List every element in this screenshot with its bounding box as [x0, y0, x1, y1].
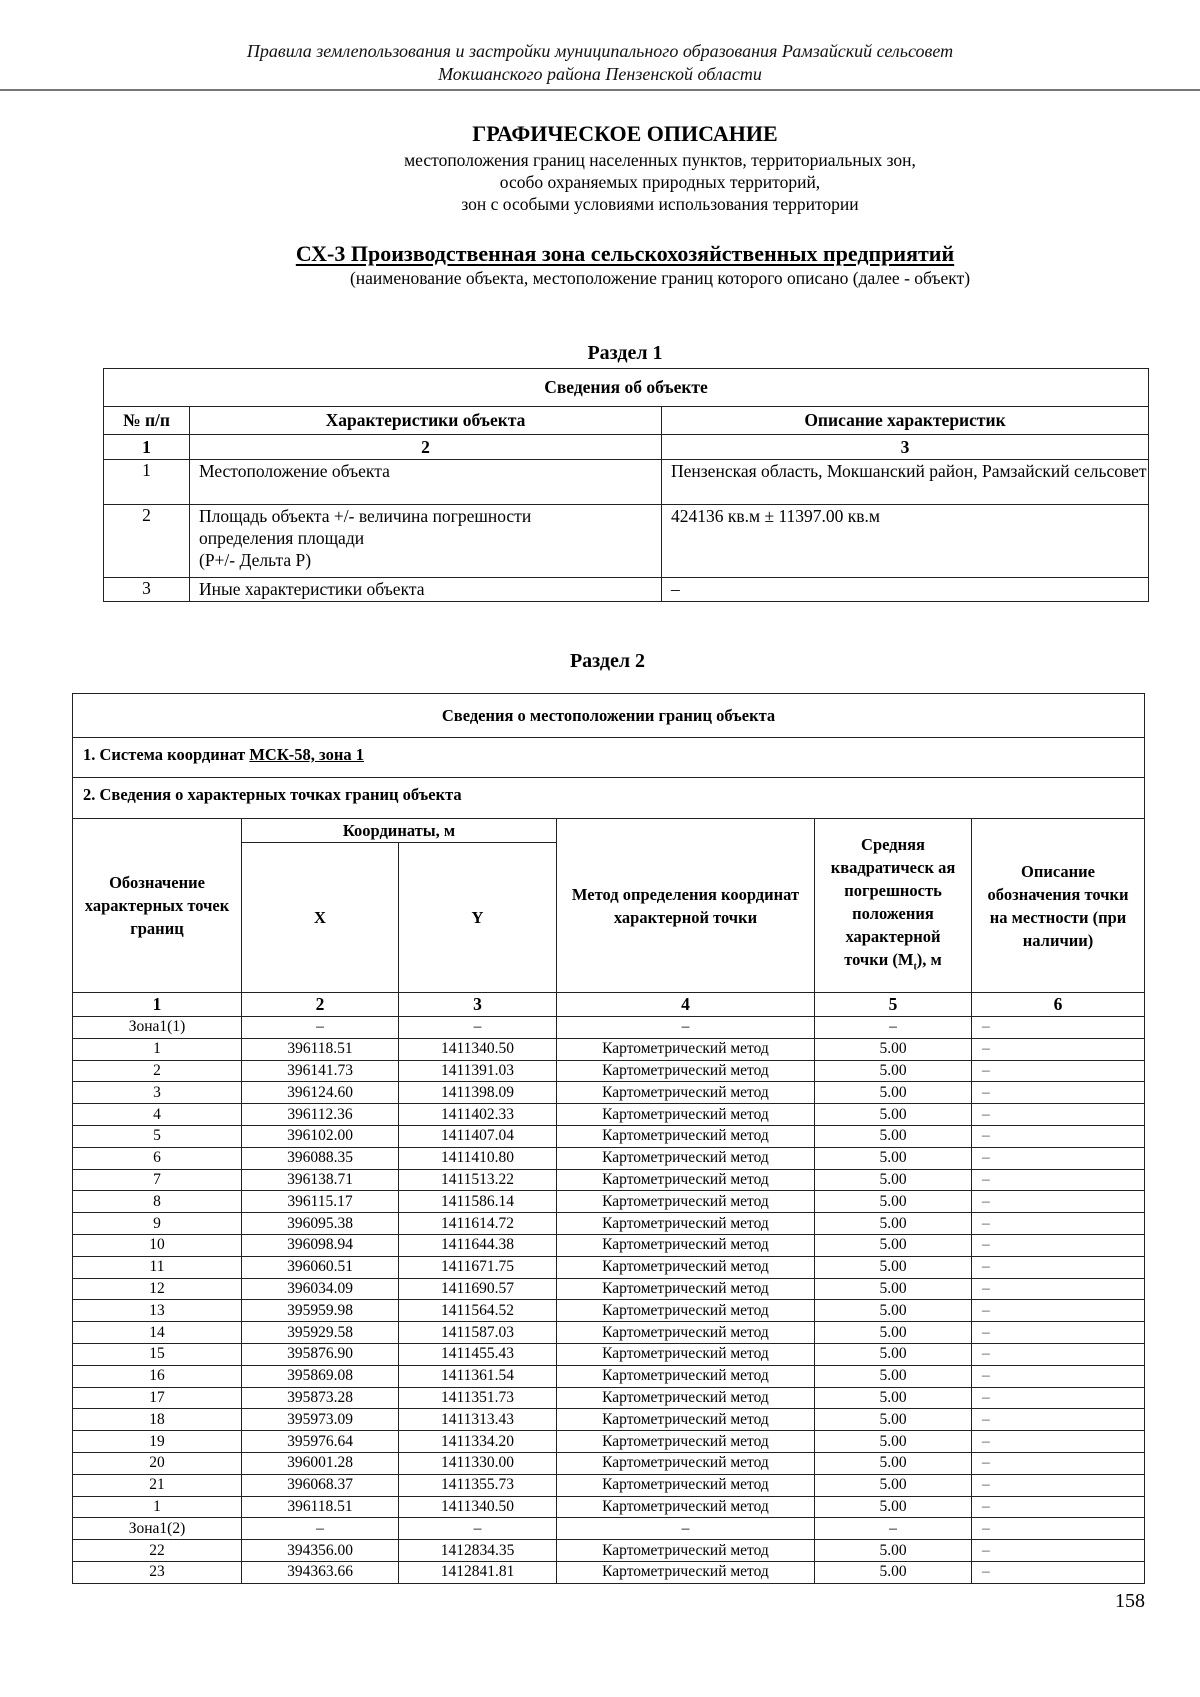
- header-point: Обозначение характерных точек границ: [73, 819, 242, 993]
- running-header: [0, 40, 1200, 86]
- x-coordinate: 396068.37: [242, 1474, 399, 1496]
- row-value: –: [662, 578, 1149, 602]
- point-description: –: [972, 1147, 1145, 1169]
- x-coordinate: 395876.90: [242, 1343, 399, 1365]
- error: 5.00: [815, 1322, 972, 1344]
- x-coordinate: 395869.08: [242, 1365, 399, 1387]
- table-row: [73, 1191, 1145, 1213]
- x-coordinate: 395976.64: [242, 1431, 399, 1453]
- col-number-2: 2: [242, 993, 399, 1017]
- method: Картометрический метод: [557, 1540, 815, 1562]
- point-description: –: [972, 1496, 1145, 1518]
- table-row: [73, 1343, 1145, 1365]
- points-section-label: 2. Сведения о характерных точках границ объекта: [73, 778, 1145, 819]
- point-description: –: [972, 1060, 1145, 1082]
- row-name: [190, 505, 662, 578]
- point-label: 7: [73, 1169, 242, 1191]
- table-row: [104, 505, 1149, 578]
- y-coordinate: 1411340.50: [399, 1496, 557, 1518]
- table-row: [73, 1060, 1145, 1082]
- col-number-3: 3: [662, 435, 1149, 460]
- point-description: –: [972, 1561, 1145, 1583]
- method: Картометрический метод: [557, 1474, 815, 1496]
- col-number-6: 6: [972, 993, 1145, 1017]
- y-coordinate: 1411614.72: [399, 1213, 557, 1235]
- table-row: [73, 1038, 1145, 1060]
- y-coordinate: 1411351.73: [399, 1387, 557, 1409]
- row-value: Пензенская область, Мокшанский район, Рамзайский сельсовет: [662, 460, 1149, 505]
- col-number-5: 5: [815, 993, 972, 1017]
- running-header-line-1: Правила землепользования и застройки муниципального образования Рамзайский сельсовет: [246, 41, 954, 61]
- row-name-line: (Р+/- Дельта Р): [199, 550, 312, 570]
- point-label: 5: [73, 1125, 242, 1147]
- method: Картометрический метод: [557, 1191, 815, 1213]
- table-row: [104, 460, 1149, 505]
- document-subtitle: [0, 149, 1200, 215]
- section-1-title: Раздел 1: [587, 342, 663, 364]
- method: Картометрический метод: [557, 1343, 815, 1365]
- header-y: Y: [399, 843, 557, 993]
- x-coordinate: 395959.98: [242, 1300, 399, 1322]
- y-coordinate: 1412834.35: [399, 1540, 557, 1562]
- table-row: [73, 1496, 1145, 1518]
- x-coordinate: 394356.00: [242, 1540, 399, 1562]
- point-description: –: [972, 1104, 1145, 1126]
- method: Картометрический метод: [557, 1169, 815, 1191]
- y-coordinate: 1411564.52: [399, 1300, 557, 1322]
- table-row: [73, 1256, 1145, 1278]
- y-coordinate: 1411455.43: [399, 1343, 557, 1365]
- table-row: [73, 1518, 1145, 1540]
- y-coordinate: 1411586.14: [399, 1191, 557, 1213]
- method: Картометрический метод: [557, 1300, 815, 1322]
- table-row: [73, 1213, 1145, 1235]
- x-coordinate: 395929.58: [242, 1322, 399, 1344]
- header-divider: [0, 89, 1200, 91]
- method: Картометрический метод: [557, 1234, 815, 1256]
- point-description: –: [972, 1213, 1145, 1235]
- error: 5.00: [815, 1278, 972, 1300]
- method: –: [557, 1518, 815, 1540]
- point-description: –: [972, 1387, 1145, 1409]
- y-coordinate: 1411402.33: [399, 1104, 557, 1126]
- y-coordinate: 1411513.22: [399, 1169, 557, 1191]
- table-row: [73, 1409, 1145, 1431]
- point-label: 13: [73, 1300, 242, 1322]
- point-label: 17: [73, 1387, 242, 1409]
- x-coordinate: –: [242, 1518, 399, 1540]
- error: 5.00: [815, 1300, 972, 1322]
- x-coordinate: 395973.09: [242, 1409, 399, 1431]
- table-row: [73, 1147, 1145, 1169]
- header-coordinates: Координаты, м: [242, 819, 557, 843]
- running-header-line-2: Мокшанского района Пензенской области: [438, 64, 762, 84]
- y-coordinate: 1411410.80: [399, 1147, 557, 1169]
- method: Картометрический метод: [557, 1365, 815, 1387]
- point-label: 9: [73, 1213, 242, 1235]
- header-characteristic: Характеристики объекта: [190, 407, 662, 435]
- point-description: –: [972, 1474, 1145, 1496]
- point-description: –: [972, 1365, 1145, 1387]
- point-description: –: [972, 1300, 1145, 1322]
- method: Картометрический метод: [557, 1431, 815, 1453]
- method: Картометрический метод: [557, 1060, 815, 1082]
- header-error: Средняя квадратическ ая погрешность положения характерной точки $(M_t)$, м: [815, 819, 972, 993]
- method: Картометрический метод: [557, 1147, 815, 1169]
- header-method: Метод определения координат характерной точки: [557, 819, 815, 993]
- row-name: Местоположение объекта: [190, 460, 662, 505]
- y-coordinate: 1411334.20: [399, 1431, 557, 1453]
- y-coordinate: 1411391.03: [399, 1060, 557, 1082]
- point-label: 3: [73, 1082, 242, 1104]
- point-description: –: [972, 1452, 1145, 1474]
- point-label: 1: [73, 1038, 242, 1060]
- x-coordinate: 396098.94: [242, 1234, 399, 1256]
- error: 5.00: [815, 1125, 972, 1147]
- error: 5.00: [815, 1147, 972, 1169]
- x-coordinate: 396138.71: [242, 1169, 399, 1191]
- error: 5.00: [815, 1256, 972, 1278]
- col-number-2: 2: [190, 435, 662, 460]
- subtitle-line-3: зон с особыми условиями использования территории: [461, 194, 859, 214]
- table-row: [73, 1365, 1145, 1387]
- object-name: СХ-3 Производственная зона сельскохозяйственных предприятий: [295, 241, 955, 266]
- point-label: 12: [73, 1278, 242, 1300]
- header-description: Описание обозначения точки на местности (при наличии): [972, 819, 1145, 993]
- x-coordinate: 396102.00: [242, 1125, 399, 1147]
- y-coordinate: 1411398.09: [399, 1082, 557, 1104]
- table-row: [73, 1125, 1145, 1147]
- method: Картометрический метод: [557, 1561, 815, 1583]
- method: Картометрический метод: [557, 1322, 815, 1344]
- table-row: [73, 1104, 1145, 1126]
- point-label: 21: [73, 1474, 242, 1496]
- error: 5.00: [815, 1104, 972, 1126]
- point-label: 4: [73, 1104, 242, 1126]
- point-label: 20: [73, 1452, 242, 1474]
- error: 5.00: [815, 1191, 972, 1213]
- x-coordinate: 395873.28: [242, 1387, 399, 1409]
- point-description: –: [972, 1409, 1145, 1431]
- x-coordinate: 396124.60: [242, 1082, 399, 1104]
- y-coordinate: 1411644.38: [399, 1234, 557, 1256]
- x-coordinate: 396001.28: [242, 1452, 399, 1474]
- point-label: 1: [73, 1496, 242, 1518]
- error: 5.00: [815, 1561, 972, 1583]
- point-label: 19: [73, 1431, 242, 1453]
- point-description: –: [972, 1017, 1145, 1039]
- point-label: 8: [73, 1191, 242, 1213]
- x-coordinate: 396060.51: [242, 1256, 399, 1278]
- table-row: [73, 1431, 1145, 1453]
- error: 5.00: [815, 1474, 972, 1496]
- table-row: [73, 1561, 1145, 1583]
- y-coordinate: –: [399, 1017, 557, 1039]
- method: Картометрический метод: [557, 1213, 815, 1235]
- table-row: [73, 1322, 1145, 1344]
- point-label: Зона1(2): [73, 1518, 242, 1540]
- point-label: 16: [73, 1365, 242, 1387]
- table-row: [73, 1082, 1145, 1104]
- error: 5.00: [815, 1431, 972, 1453]
- y-coordinate: 1411690.57: [399, 1278, 557, 1300]
- object-info-caption: Сведения об объекте: [104, 369, 1149, 407]
- document-title: ГРАФИЧЕСКОЕ ОПИСАНИЕ: [472, 121, 778, 146]
- error: 5.00: [815, 1343, 972, 1365]
- x-coordinate: 396112.36: [242, 1104, 399, 1126]
- section-2-title: Раздел 2: [569, 650, 646, 672]
- row-num: 1: [104, 460, 190, 505]
- boundary-table-caption: Сведения о местоположении границ объекта: [73, 694, 1145, 738]
- coordinate-system-value: МСК-58, зона 1: [249, 745, 364, 764]
- y-coordinate: 1412841.81: [399, 1561, 557, 1583]
- coordinate-system: [73, 738, 1145, 778]
- error: 5.00: [815, 1365, 972, 1387]
- method: Картометрический метод: [557, 1082, 815, 1104]
- point-description: –: [972, 1082, 1145, 1104]
- x-coordinate: 396141.73: [242, 1060, 399, 1082]
- method: Картометрический метод: [557, 1038, 815, 1060]
- row-value: 424136 кв.м ± 11397.00 кв.м: [662, 505, 1149, 578]
- error: 5.00: [815, 1387, 972, 1409]
- point-description: –: [972, 1169, 1145, 1191]
- table-row: [104, 578, 1149, 602]
- point-description: –: [972, 1256, 1145, 1278]
- method: Картометрический метод: [557, 1104, 815, 1126]
- point-label: 23: [73, 1561, 242, 1583]
- y-coordinate: 1411313.43: [399, 1409, 557, 1431]
- header-description: Описание характеристик: [662, 407, 1149, 435]
- error: 5.00: [815, 1409, 972, 1431]
- point-description: –: [972, 1343, 1145, 1365]
- y-coordinate: 1411361.54: [399, 1365, 557, 1387]
- y-coordinate: 1411407.04: [399, 1125, 557, 1147]
- subtitle-line-2: особо охраняемых природных территорий,: [499, 172, 821, 192]
- y-coordinate: 1411330.00: [399, 1452, 557, 1474]
- y-coordinate: 1411340.50: [399, 1038, 557, 1060]
- x-coordinate: 394363.66: [242, 1561, 399, 1583]
- row-name-line: определения площади: [199, 528, 365, 548]
- points-body: [73, 1017, 1145, 1584]
- y-coordinate: 1411355.73: [399, 1474, 557, 1496]
- object-info-table: [103, 368, 1149, 602]
- y-coordinate: 1411587.03: [399, 1322, 557, 1344]
- error: 5.00: [815, 1452, 972, 1474]
- x-coordinate: 396115.17: [242, 1191, 399, 1213]
- y-coordinate: 1411671.75: [399, 1256, 557, 1278]
- method: Картометрический метод: [557, 1496, 815, 1518]
- col-number-4: 4: [557, 993, 815, 1017]
- error: –: [815, 1518, 972, 1540]
- table-row: [73, 1234, 1145, 1256]
- point-label: Зона1(1): [73, 1017, 242, 1039]
- point-label: 15: [73, 1343, 242, 1365]
- col-number-3: 3: [399, 993, 557, 1017]
- method: Картометрический метод: [557, 1452, 815, 1474]
- point-description: –: [972, 1518, 1145, 1540]
- table-row: [73, 1540, 1145, 1562]
- subtitle-line-1: местоположения границ населенных пунктов, территориальных зон,: [404, 150, 916, 170]
- error: 5.00: [815, 1038, 972, 1060]
- x-coordinate: 396118.51: [242, 1496, 399, 1518]
- row-num: 2: [104, 505, 190, 578]
- coordinate-system-label: 1. Система координат: [83, 745, 246, 764]
- table-row: [73, 1278, 1145, 1300]
- point-label: 14: [73, 1322, 242, 1344]
- error: 5.00: [815, 1234, 972, 1256]
- point-description: –: [972, 1234, 1145, 1256]
- point-description: –: [972, 1540, 1145, 1562]
- method: Картометрический метод: [557, 1125, 815, 1147]
- point-label: 10: [73, 1234, 242, 1256]
- method: Картометрический метод: [557, 1256, 815, 1278]
- page-number: 158: [1115, 1590, 1145, 1612]
- error: 5.00: [815, 1213, 972, 1235]
- header-num: № п/п: [104, 407, 190, 435]
- point-description: –: [972, 1322, 1145, 1344]
- boundary-points-table: [72, 693, 1145, 1584]
- point-label: 6: [73, 1147, 242, 1169]
- error: –: [815, 1017, 972, 1039]
- point-description: –: [972, 1278, 1145, 1300]
- header-x: X: [242, 843, 399, 993]
- table-row: [73, 1452, 1145, 1474]
- point-description: –: [972, 1431, 1145, 1453]
- col-number-1: 1: [73, 993, 242, 1017]
- col-number-1: 1: [104, 435, 190, 460]
- row-name-line: Площадь объекта +/- величина погрешности: [199, 506, 532, 526]
- table-row: [73, 1300, 1145, 1322]
- table-row: [73, 1474, 1145, 1496]
- x-coordinate: –: [242, 1017, 399, 1039]
- row-name: Иные характеристики объекта: [190, 578, 662, 602]
- error: 5.00: [815, 1060, 972, 1082]
- point-label: 2: [73, 1060, 242, 1082]
- point-description: –: [972, 1191, 1145, 1213]
- x-coordinate: 396088.35: [242, 1147, 399, 1169]
- method: Картометрический метод: [557, 1409, 815, 1431]
- x-coordinate: 396034.09: [242, 1278, 399, 1300]
- x-coordinate: 396095.38: [242, 1213, 399, 1235]
- point-label: 11: [73, 1256, 242, 1278]
- table-row: [73, 1169, 1145, 1191]
- point-description: –: [972, 1125, 1145, 1147]
- point-description: –: [972, 1038, 1145, 1060]
- error: 5.00: [815, 1169, 972, 1191]
- x-coordinate: 396118.51: [242, 1038, 399, 1060]
- table-row: [73, 1017, 1145, 1039]
- object-caption: (наименование объекта, местоположение границ которого описано (далее - объект): [349, 268, 971, 288]
- row-num: 3: [104, 578, 190, 602]
- method: –: [557, 1017, 815, 1039]
- point-label: 22: [73, 1540, 242, 1562]
- y-coordinate: –: [399, 1518, 557, 1540]
- method: Картометрический метод: [557, 1387, 815, 1409]
- error: 5.00: [815, 1082, 972, 1104]
- point-label: 18: [73, 1409, 242, 1431]
- error: 5.00: [815, 1540, 972, 1562]
- error: 5.00: [815, 1496, 972, 1518]
- method: Картометрический метод: [557, 1278, 815, 1300]
- table-row: [73, 1387, 1145, 1409]
